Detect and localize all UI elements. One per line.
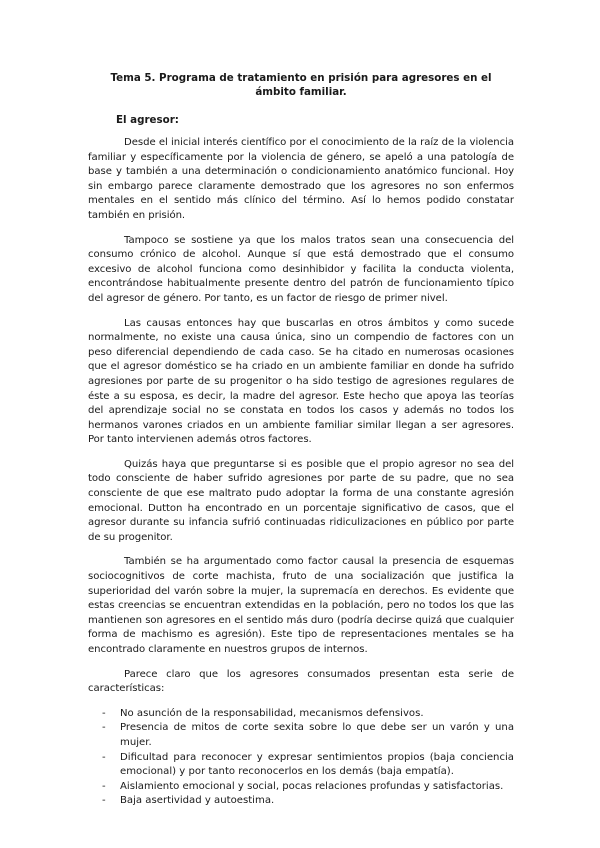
list-item-text: Baja asertividad y autoestima.: [120, 795, 275, 807]
paragraph: Las causas entonces hay que buscarlas en otros ámbitos y como sucede normalmente, no existe una causa única, sino un compendio de factores con un peso diferencial dependiendo de cada caso. Se ha citado en numerosas ocasiones que el agresor doméstico se ha criado en un ambiente familiar en donde ha sufrido agresiones por parte de su progenitor o ha sido testigo de agresiones regulares de éste a su esposa, es decir, la madre del agresor. Este hecho que apoya las teorías del aprendizaje social no se constata en todos los casos y además no todos los hermanos varones criados en un ambiente familiar similar llegan a ser agresores. Por tanto intervienen además otros factores.: [88, 317, 514, 446]
list-item: [88, 780, 514, 795]
list-item: [88, 707, 514, 722]
list-item-text: Presencia de mitos de corte sexita sobre lo que debe ser un varón y una mujer.: [120, 722, 514, 748]
list-item-text: Aislamiento emocional y social, pocas relaciones profundas y satisfactorias.: [120, 780, 504, 792]
document-title: Tema 5. Programa de tratamiento en prisión para agresores en el ámbito familiar.: [110, 72, 492, 98]
document-body: [88, 72, 514, 809]
bullet-dash: -: [102, 780, 106, 792]
list-item-text: Dificultad para reconocer y expresar sentimientos propios (baja conciencia emocional) y por tanto reconocerlos en los demás (baja empatía).: [120, 751, 514, 778]
paragraph: Desde el inicial interés científico por el conocimiento de la raíz de la violencia familiar y específicamente por la violencia de género, se apeló a una patología de base y también a una determinación o condicionamiento anatómico funcional. Hoy sin embargo parece claramente demostrado que los agresores no son enfermos mentales en el sentido más clínico del término. Así lo hemos podido constatar también en prisión.: [88, 137, 514, 221]
list-item: [88, 751, 514, 780]
paragraph: Quizás haya que preguntarse si es posible que el propio agresor no sea del todo consciente de haber sufrido agresiones por parte de su padre, que no sea consciente de que ese maltrato pudo adoptar la forma de una constante agresión emocional. Dutton ha encontrado en un porcentaje significativo de casos, que el agresor durante su infancia sufrió continuadas ridiculizaciones en público por parte de su progenitor.: [88, 458, 514, 543]
paragraph: También se ha argumentado como factor causal la presencia de esquemas sociocognitivos de corte machista, fruto de una socialización que justifica la superioridad del varón sobre la mujer, la supremacía en derechos. Es evidente que estas creencias se encuentran extendidas en la población, pero no todos los que las mantienen son agresores en el sentido más duro (podría decirse quizá que cualquier forma de machismo es agresión). Este tipo de representaciones mentales se ha encontrado claramente en nuestros grupos de internos.: [88, 556, 514, 655]
list-item: [88, 794, 514, 809]
bullet-dash: -: [102, 795, 106, 807]
bullet-dash: -: [102, 722, 106, 734]
paragraph: Tampoco se sostiene ya que los malos tratos sean una consecuencia del consumo crónico de alcohol. Aunque sí que está demostrado que el consumo excesivo de alcohol funciona como desinhibidor y facilita la conducta violenta, encontrándose habitualmente presente dentro del patrón de funcionamiento típico del agresor de género. Por tanto, es un factor de riesgo de primer nivel.: [88, 234, 514, 304]
list-item: [88, 721, 514, 750]
list-item-text: No asunción de la responsabilidad, mecanismos defensivos.: [120, 707, 424, 719]
paragraph: Parece claro que los agresores consumados presentan esta serie de características:: [88, 668, 514, 695]
bullet-dash: -: [102, 751, 106, 763]
section-heading: El agresor:: [116, 114, 179, 126]
bullet-dash: -: [102, 707, 106, 719]
characteristics-list: [88, 707, 514, 809]
